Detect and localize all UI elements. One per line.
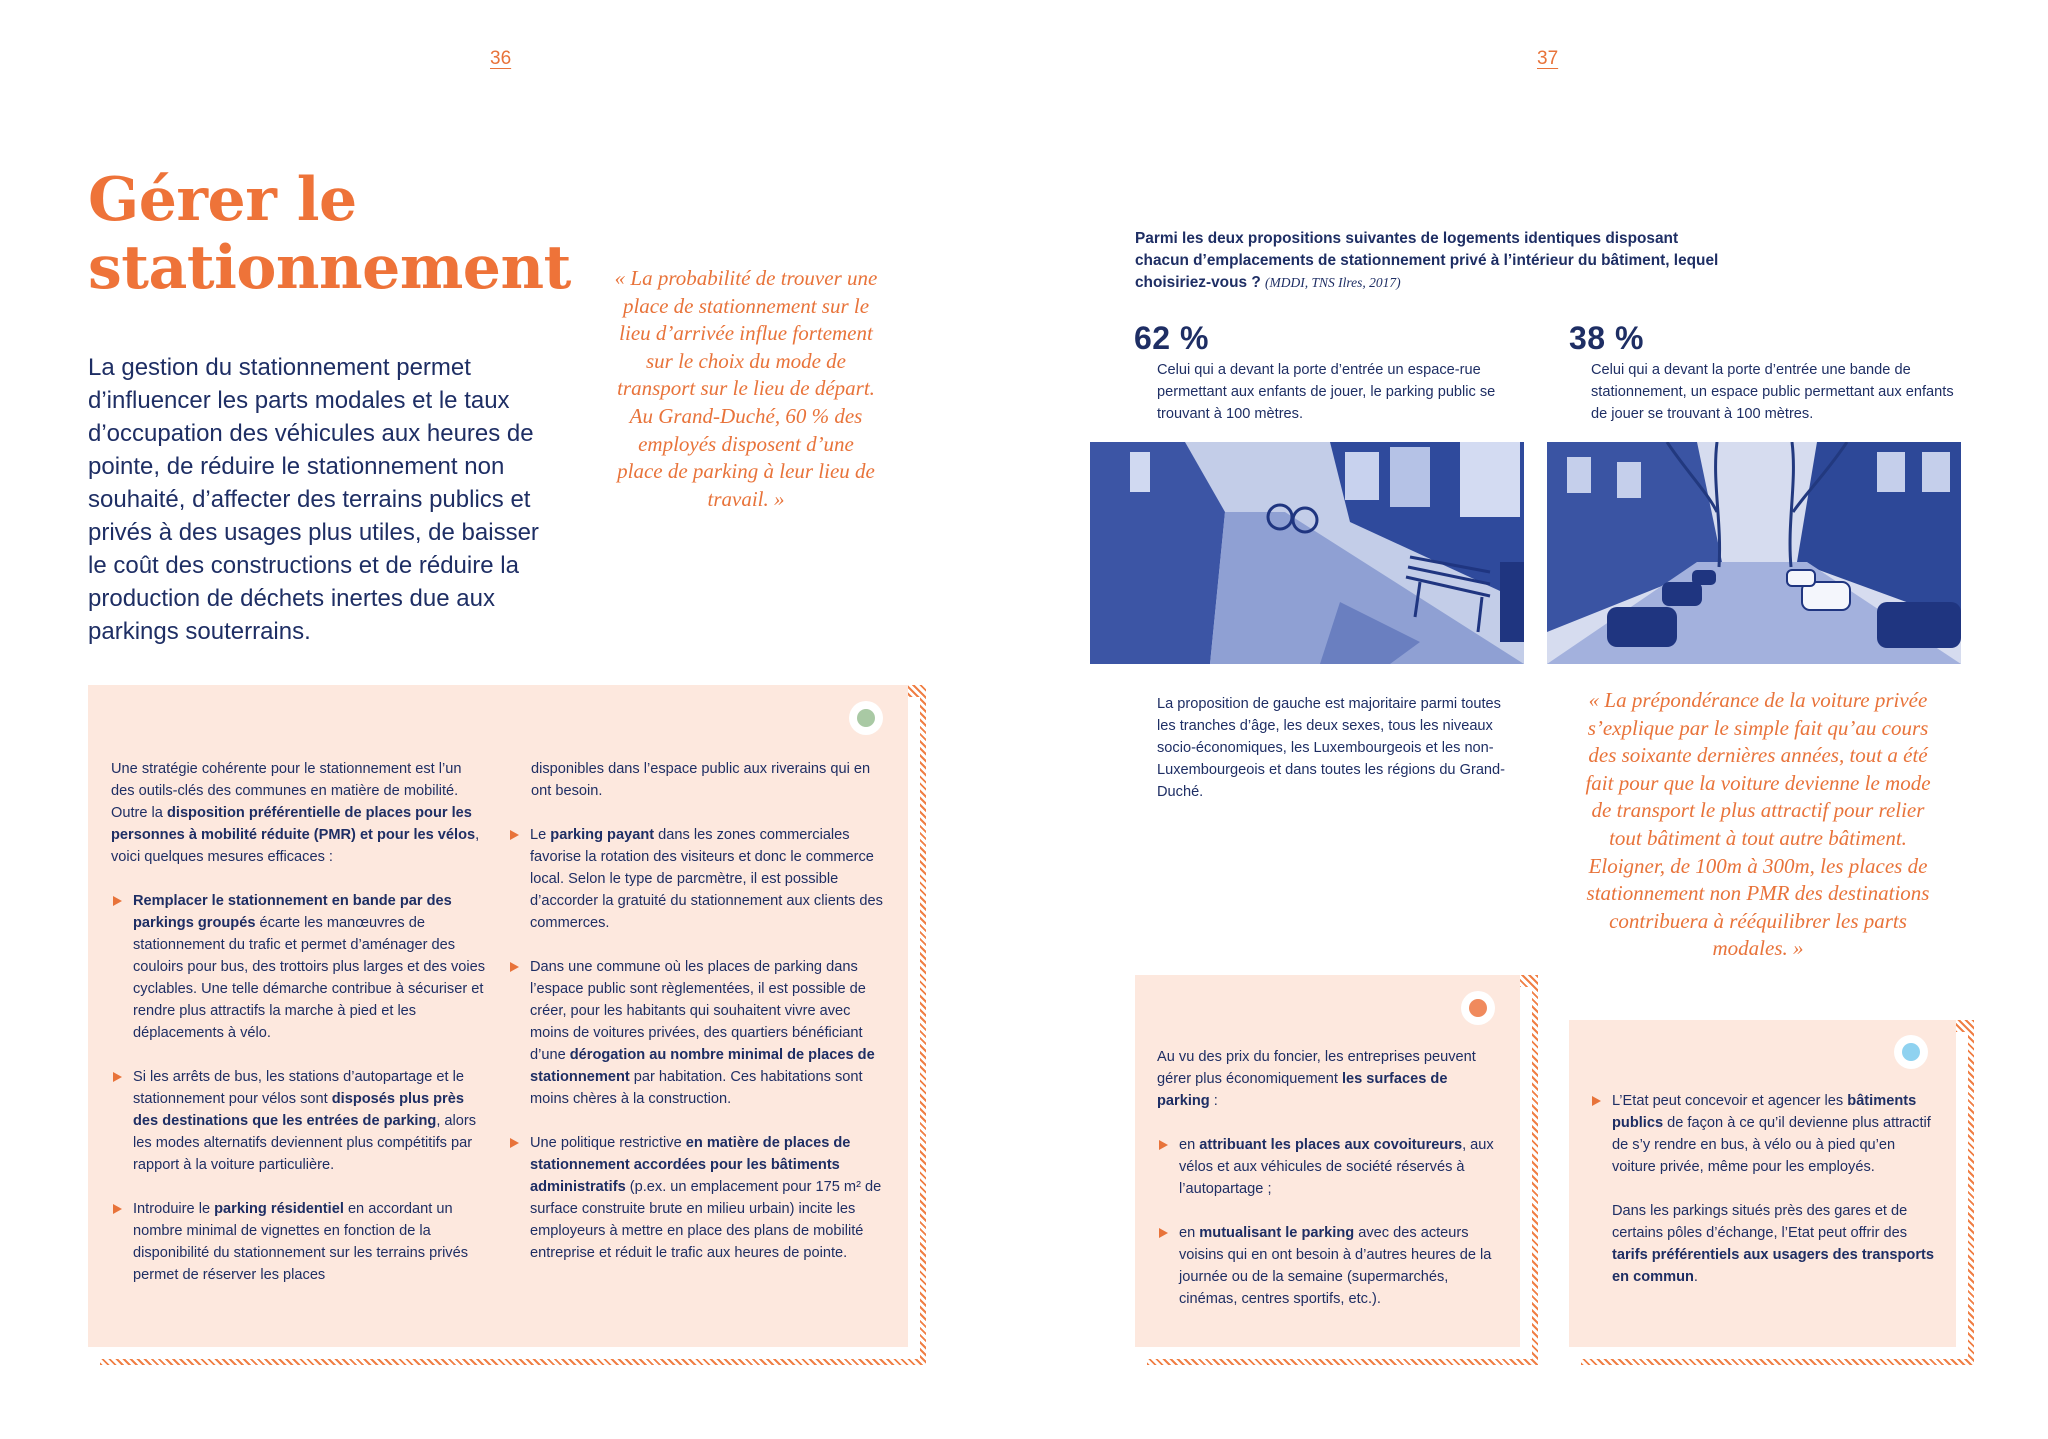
- survey-question: [1135, 228, 1720, 294]
- list-item: [111, 1066, 486, 1176]
- survey-question-text: Parmi les deux propositions suivantes de logements identiques disposant chacun d’emplacements de stationnement privé à l’intérieur du bâtiment, lequel choisiriez-vous ?: [1135, 230, 1719, 291]
- text-run: , aux vélos et aux véhicules de société réservés à l’autopartage ;: [1179, 1137, 1494, 1197]
- state-parking-item: [1590, 1090, 1935, 1178]
- circle-dot-icon: [849, 701, 883, 735]
- triangle-bullet-icon: [1592, 1096, 1601, 1106]
- text-run: Dans une commune où les places de parking dans l’espace public sont règlementées, il est possible de créer, pour les habitants qui souhaitent vivre avec moins de voitures privées, des quartiers bénéficiant d’une: [530, 959, 866, 1063]
- pull-quote-left: « La probabilité de trouver une place de stationnement sur le lieu d’arrivée influe fortement sur le choix du mode de transport sur le lieu de départ. Au Grand-Duché, 60 % des employés disposent d’une place de parking à leur lieu de travail. »: [614, 266, 878, 511]
- list-item: [508, 824, 884, 934]
- triangle-bullet-icon: [510, 830, 519, 840]
- measures-column-2: [508, 758, 884, 1264]
- measures-continuation: disponibles dans l’espace public aux riverains qui en ont besoin.: [531, 761, 871, 799]
- list-item: [111, 1198, 486, 1286]
- bold-text: tarifs préférentiels aux usagers des transports en commun: [1612, 1247, 1934, 1285]
- list-item: [508, 1132, 884, 1264]
- measures-list-1: [111, 890, 486, 1286]
- text-run: par habitation. Ces habitations sont moins chères à la construction.: [530, 1069, 863, 1107]
- state-parking-paragraph: [1590, 1200, 1935, 1288]
- text-run: de façon à ce qu’il devienne plus attractif de s’y rendre en bus, à vélo ou à pied qu’en voiture privée, même pour les employés.: [1612, 1115, 1931, 1175]
- list-item: [1590, 1090, 1935, 1178]
- company-parking-list: [1157, 1134, 1497, 1310]
- triangle-bullet-icon: [113, 1204, 122, 1214]
- option-right-percent: 38 %: [1569, 320, 1644, 356]
- measures-list-2: [508, 824, 884, 1264]
- text-run: en: [1179, 1225, 1200, 1241]
- measures-column-1: [111, 758, 486, 1286]
- triangle-bullet-icon: [1159, 1228, 1168, 1238]
- bold-text: les surfaces de parking: [1157, 1071, 1448, 1109]
- text-run: Une politique restrictive: [530, 1135, 686, 1151]
- page-title: [88, 166, 608, 302]
- text-run: :: [1209, 1093, 1218, 1109]
- bold-text: attribuant les places aux covoitureurs: [1199, 1137, 1463, 1153]
- list-item: [1157, 1222, 1497, 1310]
- photo-play-street: [1090, 442, 1524, 664]
- triangle-bullet-icon: [113, 1072, 122, 1082]
- text-run: écarte les manœuvres de stationnement du trafic et permet d’aménager des couloirs pour bus, des trottoirs plus larges et des voies cyclables. Une telle démarche contribue à sécuriser et rendre plus attractifs la marche à pied et les déplacements à vélo.: [133, 915, 486, 1041]
- text-run: Si les arrêts de bus, les stations d’autopartage et le stationnement pour vélos sont: [133, 1069, 464, 1107]
- triangle-bullet-icon: [1159, 1140, 1168, 1150]
- circle-dot-icon: [1461, 991, 1495, 1025]
- bold-text: Remplacer le stationnement en bande par des parkings groupés: [133, 893, 452, 931]
- text-run: (p.ex. un emplacement pour 175 m² de surface construite brute en milieu urbain) incite les employeurs à mettre en place des plans de mobilité entreprise et réduit le trafic aux heures de pointe.: [530, 1179, 882, 1261]
- list-item: [111, 890, 486, 1044]
- text-run: en: [1179, 1137, 1200, 1153]
- text-run: avec des acteurs voisins qui en ont besoin à d’autres heures de la journée ou de la semaine (supermarchés, cinémas, centres sportifs, etc.).: [1179, 1225, 1492, 1307]
- bold-text: mutualisant le parking: [1199, 1225, 1355, 1241]
- bold-text: parking résidentiel: [214, 1201, 344, 1217]
- bold-text: bâtiments publics: [1612, 1093, 1917, 1131]
- list-item: [1157, 1134, 1497, 1200]
- text-run: Introduire le: [133, 1201, 215, 1217]
- title-line-2: stationnement: [88, 233, 571, 303]
- option-right-text: Celui qui a devant la porte d’entrée une bande de stationnement, un espace public permettant aux enfants de jouer se trouvant à 100 mètres.: [1591, 362, 1954, 422]
- page-number-right: 37: [1537, 48, 1559, 69]
- bold-text: dérogation au nombre minimal de places de stationnement: [530, 1047, 875, 1085]
- text-run: Le: [530, 827, 551, 843]
- text-run: L’Etat peut concevoir et agencer les: [1612, 1093, 1848, 1109]
- company-parking-intro: [1157, 1046, 1497, 1112]
- survey-result-text: La proposition de gauche est majoritaire parmi toutes les tranches d’âge, les deux sexes, tous les niveaux socio-économiques, les Luxembourgeois et les non-Luxembourgeois et dans toutes les régions du Grand-Duché.: [1157, 696, 1506, 800]
- photo-parked-cars: [1547, 442, 1961, 664]
- company-parking-content: [1157, 1046, 1497, 1310]
- title-line-1: Gérer le: [88, 165, 357, 235]
- triangle-bullet-icon: [113, 896, 122, 906]
- circle-dot-icon: [1894, 1035, 1928, 1069]
- triangle-bullet-icon: [510, 962, 519, 972]
- bold-text: disposés plus près des destinations que les entrées de parking: [133, 1091, 464, 1129]
- text-run: , voici quelques mesures efficaces :: [111, 827, 480, 865]
- text-run: dans les zones commerciales favorise la rotation des visiteurs et donc le commerce local. Selon le type de parcmètre, il est possible d’accorder la gratuité du stationnement aux clients des commerces.: [530, 827, 883, 931]
- text-run: Au vu des prix du foncier, les entreprises peuvent gérer plus économiquement: [1157, 1049, 1476, 1087]
- bold-text: en matière de places de stationnement accordées pour les bâtiments administratifs: [530, 1135, 851, 1195]
- bold-text: disposition préférentielle de places pour les personnes à mobilité réduite (PMR) et pour les vélos: [111, 805, 476, 843]
- option-left-percent: 62 %: [1134, 320, 1209, 356]
- parked-cars-illustration: [1547, 442, 1961, 664]
- triangle-bullet-icon: [510, 1138, 519, 1148]
- list-item: [508, 956, 884, 1110]
- measures-intro: [111, 758, 486, 868]
- bold-text: parking payant: [550, 827, 655, 843]
- state-parking-content: [1590, 1090, 1935, 1288]
- option-left-text: Celui qui a devant la porte d’entrée un espace-rue permettant aux enfants de jouer, le parking public se trouvant à 100 mètres.: [1157, 362, 1496, 422]
- page-number-left: 36: [490, 48, 512, 69]
- text-run: Dans les parkings situés près des gares et de certains pôles d’échange, l’Etat peut offrir des: [1612, 1203, 1908, 1241]
- pull-quote-right: « La prépondérance de la voiture privée s’explique par le simple fait qu’au cours des soixante dernières années, tout a été fait pour que la voiture devienne le mode de transport le plus attractif pour relier tout bâtiment à tout autre bâtiment. Eloigner, de 100m à 300m, les places de stationnement non PMR des destinations contribuera à rééquilibrer les parts modales. »: [1585, 688, 1931, 961]
- text-run: .: [1693, 1269, 1698, 1285]
- lead-paragraph: La gestion du stationnement permet d’influencer les parts modales et le taux d’occupation des véhicules aux heures de pointe, de réduire le stationnement non souhaité, d’affecter des terrains publics et privés à des usages plus utiles, de baisser le coût des constructions et de réduire la production de déchets inertes due aux parkings souterrains.: [88, 354, 539, 645]
- text-run: , alors les modes alternatifs deviennent plus compétitifs par rapport à la voiture particulière.: [133, 1113, 477, 1173]
- survey-source: (MDDI, TNS Ilres, 2017): [1265, 275, 1401, 290]
- text-run: en accordant un nombre minimal de vignettes en fonction de la disponibilité du stationnement sur les terrains privés permet de réserver les places: [133, 1201, 469, 1283]
- text-run: Une stratégie cohérente pour le stationnement est l’un des outils-clés des communes en matière de mobilité. Outre la: [111, 761, 462, 821]
- play-street-illustration: [1090, 442, 1524, 664]
